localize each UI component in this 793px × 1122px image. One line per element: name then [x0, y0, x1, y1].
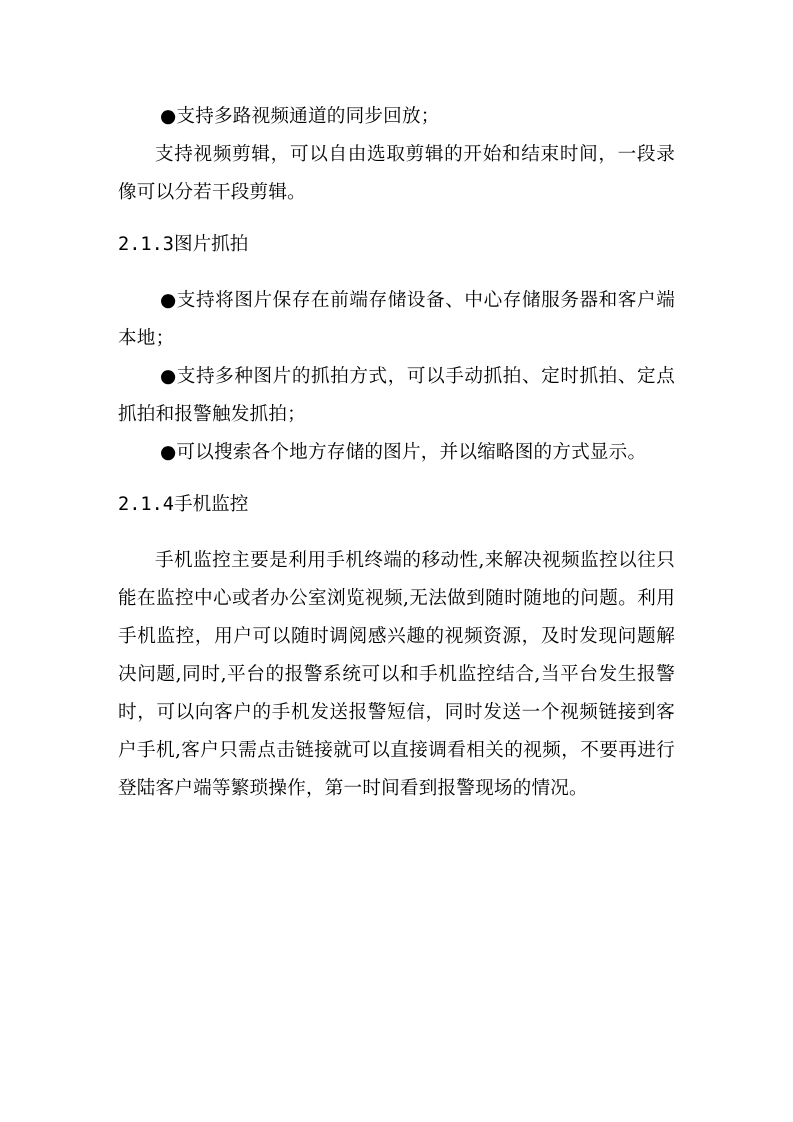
bullet-sync-playback: ●支持多路视频通道的同步回放；: [160, 106, 440, 127]
spacer: [118, 472, 675, 486]
paragraph-video-clip: 支持视频剪辑，可以自由选取剪辑的开始和结束时间，一段录像可以分若干段剪辑。: [118, 144, 675, 203]
section-number: 2.1.4: [118, 494, 174, 515]
section-heading-2-1-4: [118, 486, 675, 524]
document-page: [118, 98, 675, 808]
bullet-image-storage: ●支持将图片保存在前端存储设备、中心存储服务器和客户端本地；: [118, 290, 675, 349]
spacer: [118, 212, 675, 226]
spacer: [118, 264, 675, 282]
bullet-image-search: ●可以搜索各个地方存储的图片，并以缩略图的方式显示。: [160, 442, 647, 463]
section-number: 2.1.3: [118, 234, 174, 255]
section-title: 图片抓拍: [173, 234, 249, 255]
paragraph-mobile-monitoring: 手机监控主要是利用手机终端的移动性,来解决视频监控以往只能在监控中心或者办公室浏览视频,无法做到随时随地的问题。利用手机监控，用户可以随时调阅感兴趣的视频资源，及时发现问题解决问题,同时,平台的报警系统可以和手机监控结合,当平台发生报警时，可以向客户的手机发送报警短信，同时发送一个视频链接到客户手机,客户只需点击链接就可以直接调看相关的视频，不要再进行登陆客户端等繁琐操作，第一时间看到报警现场的情况。: [118, 550, 675, 799]
section-title: 手机监控: [173, 494, 249, 515]
spacer: [118, 524, 675, 542]
bullet-capture-modes: ●支持多种图片的抓拍方式，可以手动抓拍、定时抓拍、定点抓拍和报警触发抓拍；: [118, 366, 675, 425]
section-heading-2-1-3: [118, 226, 675, 264]
